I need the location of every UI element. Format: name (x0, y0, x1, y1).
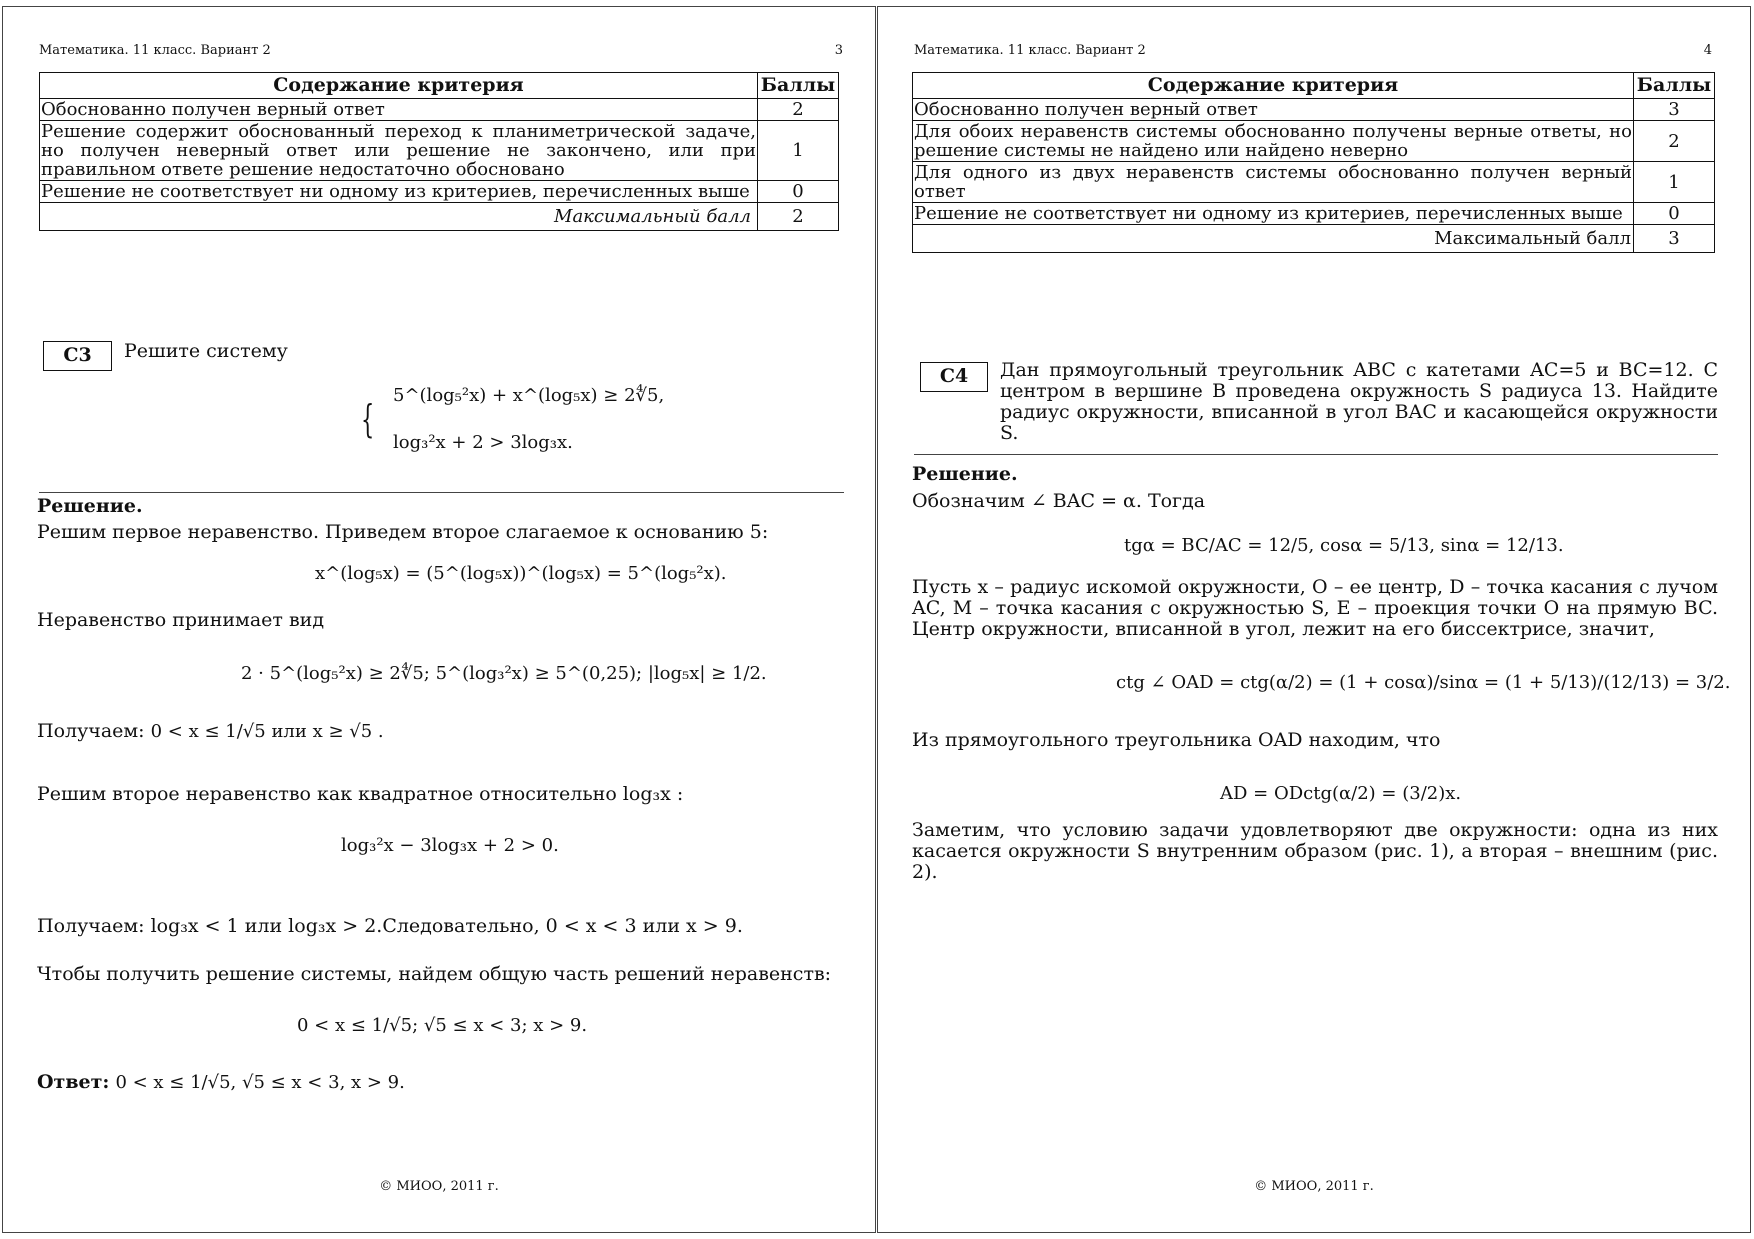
criterion-points: 2 (1634, 121, 1715, 162)
result-math: 0 < x ≤ 1/√5 или x ≥ √5 . (150, 721, 384, 742)
page-header-title: Математика. 11 класс. Вариант 2 (39, 43, 271, 58)
criterion-text: Обоснованно получен верный ответ (40, 99, 758, 121)
max-score-value: 2 (758, 203, 839, 231)
solution-paragraph: Заметим, что условию задачи удовлетворяют две окружности: одна из них касается окружности S внутренним образом (рис. 1), а вторая – внешним (рис. 2). (912, 819, 1718, 883)
page-number: 4 (1703, 43, 1712, 58)
divider (914, 454, 1718, 455)
max-score-label: Максимальный балл (913, 225, 1634, 253)
equation: AD = ODctg(α/2) = (3/2)x. (1220, 783, 1462, 804)
max-score-value: 3 (1634, 225, 1715, 253)
solution-paragraph: Пусть x – радиус искомой окружности, O – ее центр, D – точка касания с лучом AC, M – точка касания с окружностью S, E – проекция точки O на прямую BC. Центр окружности, вписанной в угол, лежит на его биссектрисе, значит, (912, 576, 1718, 640)
solution-paragraph: Из прямоугольного треугольника OAD находим, что (912, 729, 1441, 751)
page-number: 3 (834, 43, 843, 58)
task-label: С3 (43, 341, 112, 371)
column-header-criterion: Содержание критерия (40, 73, 758, 99)
criterion-points: 3 (1634, 99, 1715, 121)
criterion-points: 0 (1634, 203, 1715, 225)
equation: 2 · 5^(log₅²x) ≥ 2∜5; 5^(log₃²x) ≥ 5^(0,25); |log₅x| ≥ 1/2. (241, 663, 767, 684)
solution-title: Решение. (37, 495, 143, 517)
right-page (877, 6, 1751, 1233)
answer-line (37, 1071, 405, 1093)
column-header-points: Баллы (758, 73, 839, 99)
table-row (913, 162, 1715, 203)
divider (39, 492, 844, 493)
table-row (40, 181, 839, 203)
equation: 0 < x ≤ 1/√5; √5 ≤ x < 3; x > 9. (297, 1015, 588, 1036)
result-prefix: Получаем: (37, 720, 145, 742)
task-text: Решите систему (124, 340, 288, 362)
criterion-text: Решение содержит обоснованный переход к планиметрической задаче, но получен неверный ответ или решение не закончено, или при правильном ответе решение недостаточно обосновано (41, 121, 756, 180)
max-score-label: Максимальный балл (40, 203, 758, 231)
solution-paragraph: Чтобы получить решение системы, найдем общую часть решений неравенств: (37, 963, 832, 985)
answer-label: Ответ: (37, 1071, 110, 1093)
criteria-table (912, 72, 1715, 253)
table-row (40, 99, 839, 121)
system-equation-2: log₃²x + 2 > 3log₃x. (393, 432, 573, 453)
page-footer: © МИОО, 2011 г. (379, 1179, 499, 1194)
table-row (913, 99, 1715, 121)
criterion-text: Обоснованно получен верный ответ (913, 99, 1634, 121)
solution-paragraph (37, 720, 384, 742)
criterion-text: Решение не соответствует ни одному из критериев, перечисленных выше (913, 203, 1634, 225)
criterion-text: Для одного из двух неравенств системы обоснованно получен верный ответ (914, 162, 1632, 202)
solution-paragraph: Решим первое неравенство. Приведем второе слагаемое к основанию 5: (37, 521, 769, 543)
column-header-points: Баллы (1634, 73, 1715, 99)
system-equation-1: 5^(log₅²x) + x^(log₅x) ≥ 2∜5, (393, 385, 665, 406)
criterion-points: 0 (758, 181, 839, 203)
equation: tgα = BC/AC = 12/5, cosα = 5/13, sinα = 12/13. (1124, 535, 1564, 556)
answer-math: 0 < x ≤ 1/√5, √5 ≤ x < 3, x > 9. (115, 1072, 405, 1093)
criterion-points: 1 (1634, 162, 1715, 203)
left-page (2, 6, 876, 1233)
table-row (40, 121, 839, 181)
solution-title: Решение. (912, 463, 1018, 485)
equation: ctg ∠ OAD = ctg(α/2) = (1 + cosα)/sinα = (1 + 5/13)/(12/13) = 3/2. (1116, 672, 1731, 693)
task-label: С4 (920, 362, 988, 392)
solution-paragraph: Получаем: log₃x < 1 или log₃x > 2.Следовательно, 0 < x < 3 или x > 9. (37, 915, 743, 937)
page-footer: © МИОО, 2011 г. (1254, 1179, 1374, 1194)
criteria-table (39, 72, 839, 231)
criterion-text: Решение не соответствует ни одному из критериев, перечисленных выше (40, 181, 758, 203)
solution-paragraph: Неравенство принимает вид (37, 609, 325, 631)
table-row-max (40, 203, 839, 231)
task-text: Дан прямоугольный треугольник ABC с катетами AC=5 и BC=12. С центром в вершине B проведена окружность S радиуса 13. Найдите радиус окружности, вписанной в угол BAC и касающейся окружности S. (1000, 359, 1718, 444)
table-row-max (913, 225, 1715, 253)
column-header-criterion: Содержание критерия (913, 73, 1634, 99)
criterion-points: 2 (758, 99, 839, 121)
table-row (913, 121, 1715, 162)
table-row (913, 203, 1715, 225)
equation: x^(log₅x) = (5^(log₅x))^(log₅x) = 5^(log₅²x). (315, 563, 727, 584)
criterion-text: Для обоих неравенств системы обоснованно получены верные ответы, но решение системы не найдено или найдено неверно (914, 121, 1632, 161)
system-brace: { (361, 397, 375, 441)
solution-paragraph: Решим второе неравенство как квадратное относительно log₃x : (37, 783, 684, 805)
page-header-title: Математика. 11 класс. Вариант 2 (914, 43, 1146, 58)
equation: log₃²x − 3log₃x + 2 > 0. (341, 835, 559, 856)
criterion-points: 1 (758, 121, 839, 181)
solution-paragraph: Обозначим ∠ BAC = α. Тогда (912, 490, 1206, 512)
